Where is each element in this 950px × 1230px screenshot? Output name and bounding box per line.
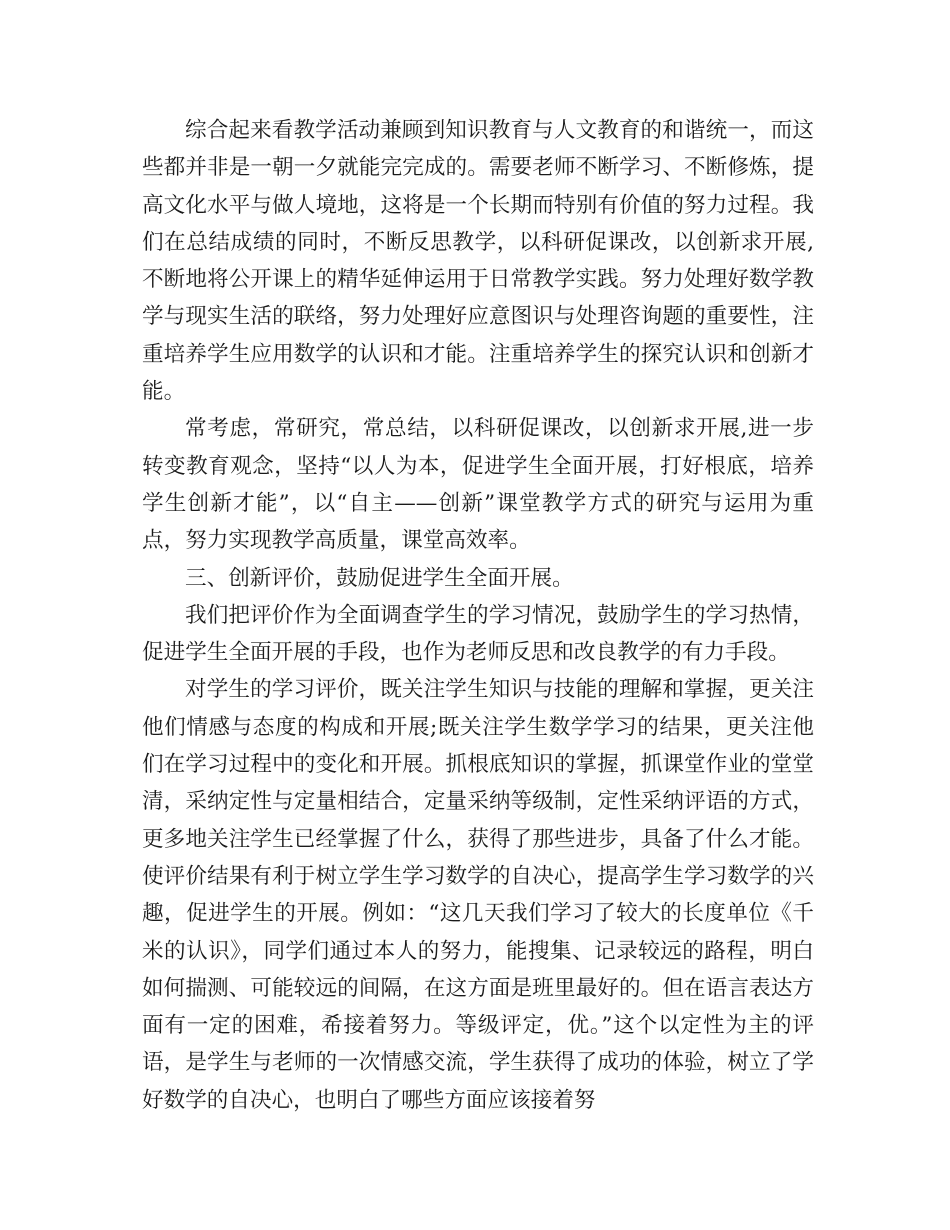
paragraph-1: 综合起来看教学活动兼顾到知识教育与人文教育的和谐统一，而这些都并非是一朝一夕就能完完成的。需要老师不断学习、不断修炼，提高文化水平与做人境地，这将是一个长期而特别有价值的努力过程。我们在总结成绩的同时，不断反思教学，以科研促课改，以创新求开展,不断地将公开课上的精华延伸运用于日常教学实践。努力处理好数学教学与现实生活的联络，努力处理好应意图识与处理咨询题的重要性，注重培养学生应用数学的认识和才能。注重培养学生的探究认识和创新才能。: [142, 118, 814, 405]
paragraph-4: 对学生的学习评价，既关注学生知识与技能的理解和掌握，更关注他们情感与态度的构成和开展;既关注学生数学学习的结果，更关注他们在学习过程中的变化和开展。抓根底知识的掌握，抓课堂作业的堂堂清，采纳定性与定量相结合，定量采纳等级制，定性采纳评语的方式，更多地关注学生已经掌握了什么，获得了那些进步，具备了什么才能。使评价结果有利于树立学生学习数学的自决心，提高学生学习数学的兴趣，促进学生的开展。例如：“这几天我们学习了较大的长度单位《千米的认识》，同学们通过本人的努力，能搜集、记录较远的路程，明白如何揣测、可能较远的间隔，在这方面是班里最好的。但在语言表达方面有一定的困难，希接着努力。等级评定，优。”这个以定性为主的评语，是学生与老师的一次情感交流，学生获得了成功的体验，树立了学好数学的自决心，也明白了哪些方面应该接着努: [142, 677, 814, 1113]
paragraph-3: 我们把评价作为全面调查学生的学习情况，鼓励学生的学习热情，促进学生全面开展的手段，也作为老师反思和改良教学的有力手段。: [142, 602, 814, 666]
paragraph-2: 常考虑，常研究，常总结，以科研促课改，以创新求开展,进一步转变教育观念，坚持“以人为本，促进学生全面开展，打好根底，培养学生创新才能”，以“自主——创新”课堂教学方式的研究与运用为重点，努力实现教学高质量，课堂高效率。: [142, 416, 814, 554]
document-body: [142, 112, 814, 1119]
section-heading: 三、创新评价，鼓励促进学生全面开展。: [185, 565, 574, 591]
